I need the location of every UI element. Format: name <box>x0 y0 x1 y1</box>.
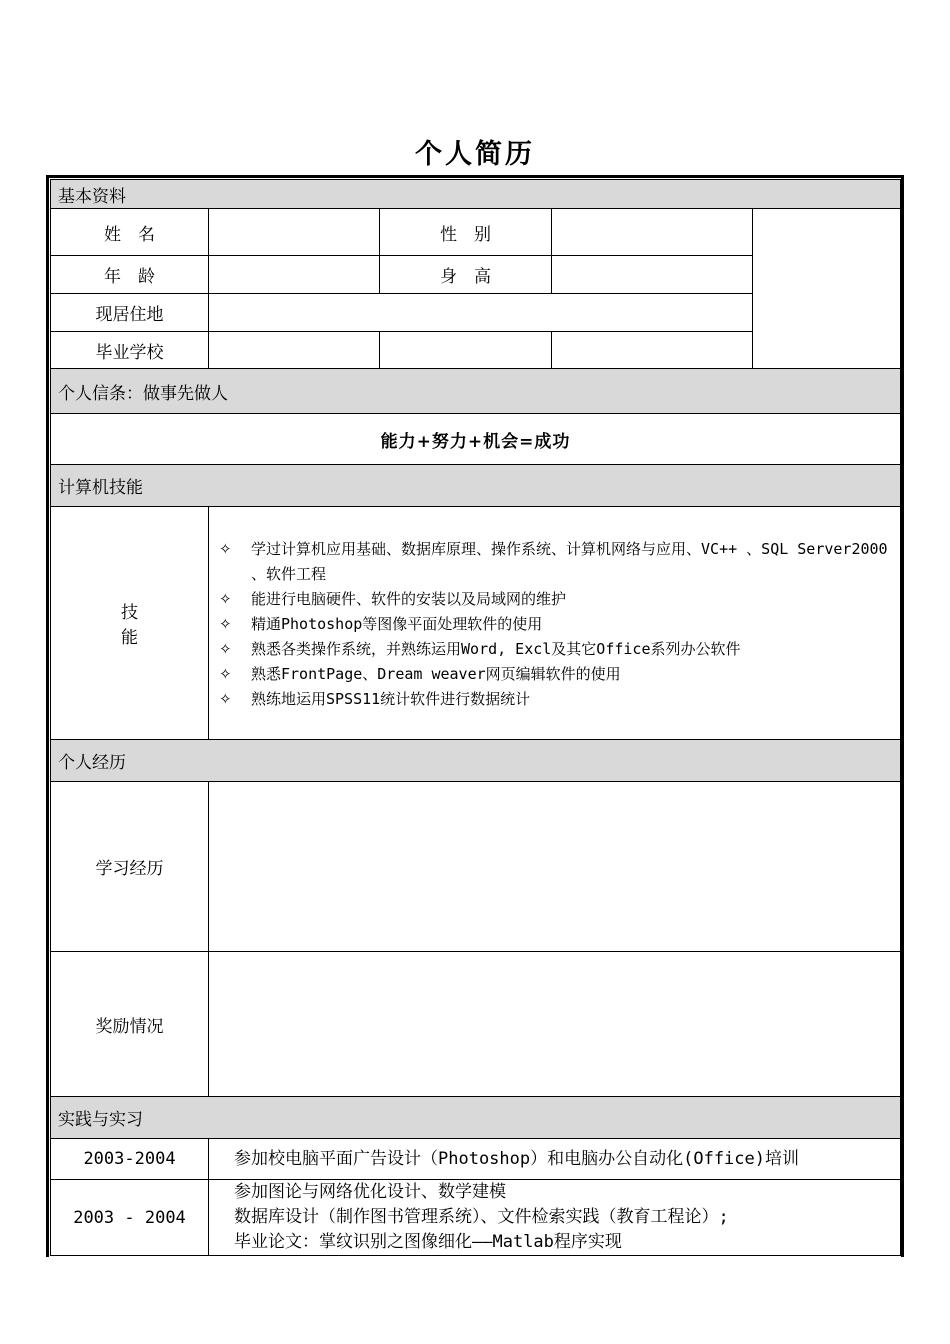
section-computer-skills: 计算机技能 <box>51 465 901 507</box>
section-practice: 实践与实习 <box>51 1097 901 1139</box>
awards-field[interactable] <box>209 952 901 1097</box>
skill-item: ✧ 能进行电脑硬件、软件的安装以及局域网的维护 <box>219 587 900 612</box>
school-field-2[interactable] <box>380 332 552 369</box>
school-label: 毕业学校 <box>51 332 209 369</box>
address-field[interactable] <box>209 294 753 332</box>
age-label: 年 龄 <box>51 256 209 294</box>
skills-list-cell <box>209 507 901 740</box>
address-label: 现居住地 <box>51 294 209 332</box>
bullet-icon: ✧ <box>219 665 232 683</box>
bullet-icon: ✧ <box>219 540 232 558</box>
bullet-icon: ✧ <box>219 640 232 658</box>
practice-description <box>209 1180 901 1256</box>
resume-table <box>50 179 901 1256</box>
skills-label <box>51 507 209 740</box>
practice-year: 2003-2004 <box>51 1139 209 1180</box>
practice-year: 2003 - 2004 <box>51 1180 209 1256</box>
school-field-3[interactable] <box>552 332 753 369</box>
practice-line: 参加图论与网络优化设计、数学建模 <box>234 1182 506 1202</box>
age-field[interactable] <box>209 256 380 294</box>
practice-line: 参加校电脑平面广告设计（Photoshop）和电脑办公自动化(Office)培训 <box>234 1148 799 1169</box>
skill-item: ✧ 精通Photoshop等图像平面处理软件的使用 <box>219 612 900 637</box>
skills-label-line2: 能 <box>121 628 138 648</box>
photo-cell[interactable] <box>753 209 901 369</box>
study-history-label: 学习经历 <box>51 782 209 952</box>
practice-line: 毕业论文：掌纹识别之图像细化——Matlab程序实现 <box>234 1232 622 1252</box>
skill-item: ✧ 熟悉各类操作系统，并熟练运用Word, Excl及其它Office系列办公软件 <box>219 637 900 662</box>
height-field[interactable] <box>552 256 753 294</box>
awards-label: 奖励情况 <box>51 952 209 1097</box>
section-motto: 个人信条：做事先做人 <box>51 369 901 414</box>
study-history-field[interactable] <box>209 782 901 952</box>
gender-label: 性 别 <box>380 209 552 256</box>
motto-text: 能力+努力+机会=成功 <box>51 414 901 465</box>
skills-label-line1: 技 <box>121 603 138 623</box>
bullet-icon: ✧ <box>219 590 232 608</box>
skill-item: ✧ 熟练地运用SPSS11统计软件进行数据统计 <box>219 687 900 712</box>
bullet-icon: ✧ <box>219 690 232 708</box>
page-title: 个人简历 <box>415 139 535 170</box>
gender-field[interactable] <box>552 209 753 256</box>
skills-list <box>219 537 900 712</box>
height-label: 身 高 <box>380 256 552 294</box>
practice-line: 数据库设计（制作图书管理系统）、文件检索实践（教育工程论）; <box>234 1207 729 1227</box>
section-basic-info: 基本资料 <box>51 180 901 209</box>
section-experience: 个人经历 <box>51 740 901 782</box>
bullet-icon: ✧ <box>219 615 232 633</box>
name-field[interactable] <box>209 209 380 256</box>
skill-item: ✧ 熟悉FrontPage、Dream weaver网页编辑软件的使用 <box>219 662 900 687</box>
skill-item: ✧ 学过计算机应用基础、数据库原理、操作系统、计算机网络与应用、VC++ 、SQL Server2000 、软件工程 <box>219 537 900 587</box>
name-label: 姓 名 <box>51 209 209 256</box>
school-field[interactable] <box>209 332 380 369</box>
practice-description <box>209 1139 901 1180</box>
